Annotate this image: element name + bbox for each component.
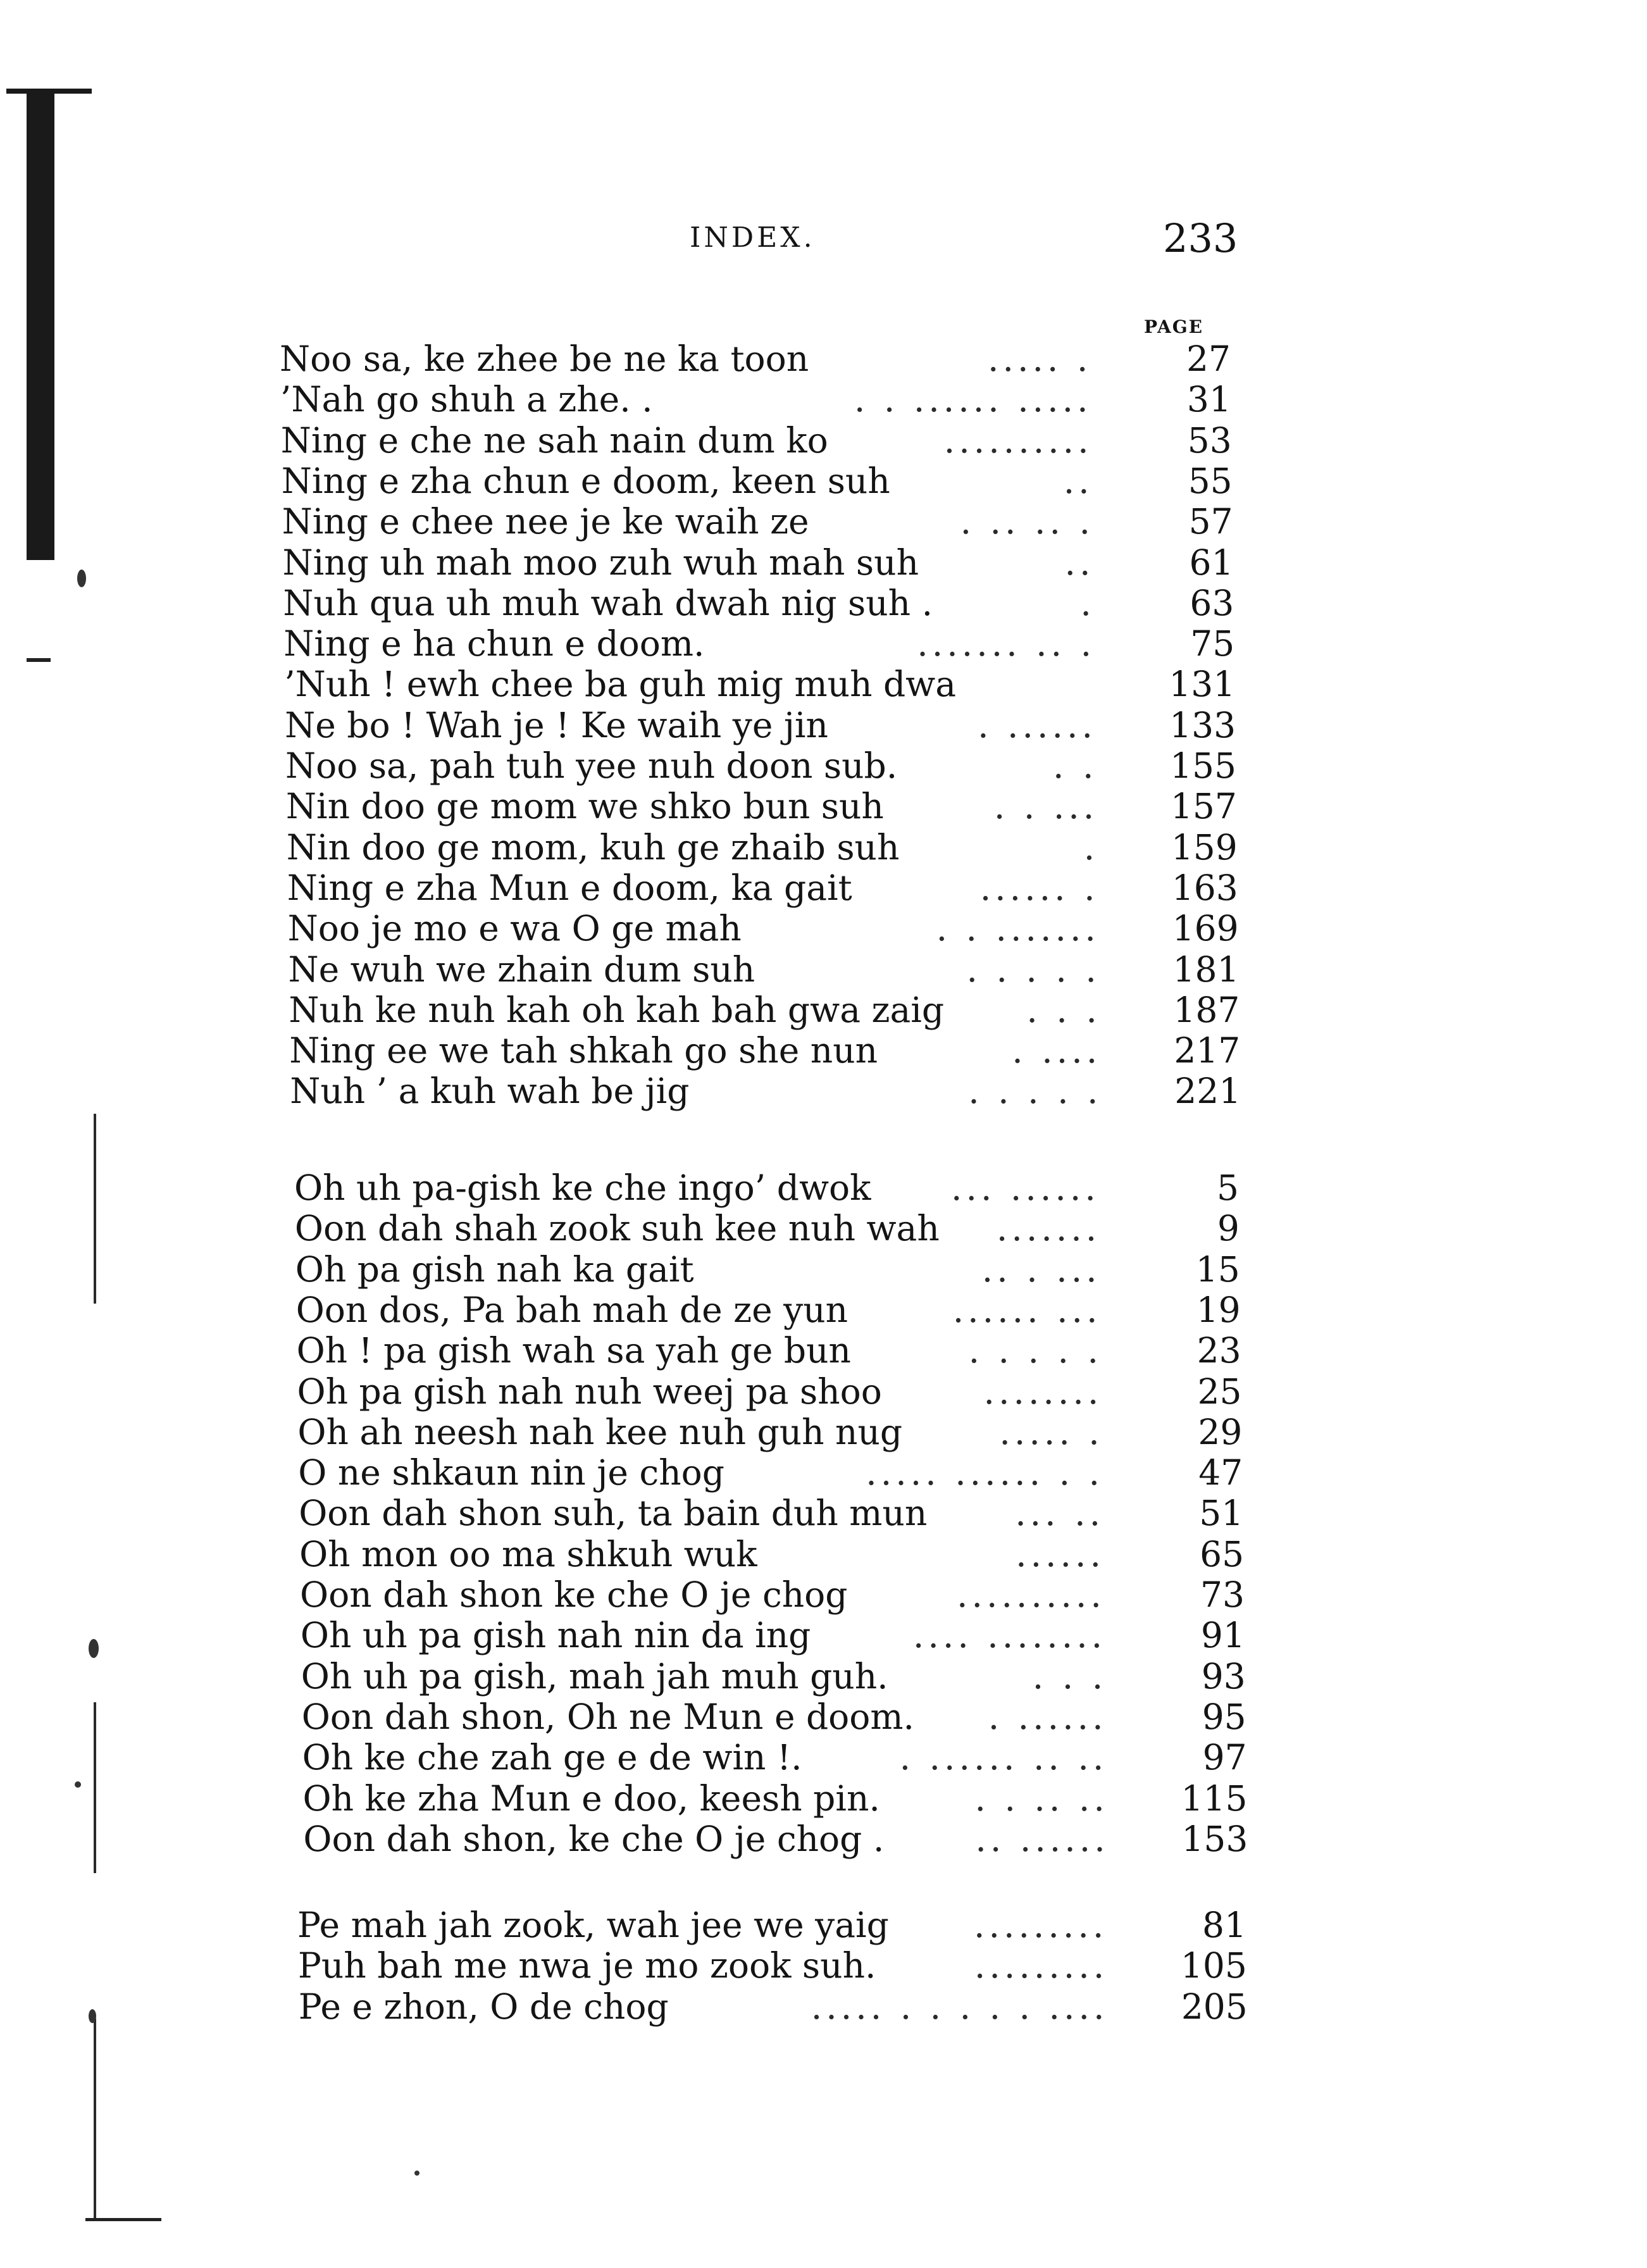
entry-title: Noo je mo e wa O ge mah bbox=[287, 908, 742, 949]
entry-page-number: 27 bbox=[1186, 339, 1231, 379]
dot-leader: ....... .. . bbox=[917, 623, 1096, 664]
index-entry bbox=[284, 664, 1235, 704]
scan-smudge bbox=[414, 2171, 420, 2176]
index-entry bbox=[302, 1697, 1246, 1737]
entry-title: Oh ! pa gish wah sa yah ge bun bbox=[296, 1330, 851, 1371]
dot-leader: . . . . . bbox=[968, 1330, 1102, 1371]
binding-edge-tick bbox=[27, 658, 51, 662]
entry-title: Puh bah me nwa je mo zook suh. bbox=[297, 1945, 876, 1986]
index-entry bbox=[287, 827, 1238, 868]
dot-leader: . ...... bbox=[978, 704, 1097, 745]
dot-leader: . . . bbox=[1032, 1655, 1107, 1697]
entry-title: Oh uh pa-gish ke che ingo’ dwok bbox=[294, 1168, 871, 1208]
index-entry bbox=[299, 1534, 1244, 1574]
entry-title: Oh uh pa gish, mah jah muh guh. bbox=[301, 1655, 888, 1697]
entry-title: Oh mon oo ma shkuh wuk bbox=[299, 1533, 757, 1574]
dot-leader: ......... bbox=[974, 1945, 1109, 1986]
dot-leader: . . . . . bbox=[968, 1071, 1102, 1112]
entry-page-number: 205 bbox=[1181, 1986, 1248, 2027]
dot-leader: ... ...... bbox=[951, 1168, 1100, 1208]
entry-title: Oon dah shon, ke che O je chog . bbox=[303, 1818, 885, 1859]
index-entry bbox=[290, 1071, 1241, 1111]
entry-page-number: 187 bbox=[1173, 989, 1240, 1030]
entry-title: Oh ke zha Mun e doo, keesh pin. bbox=[302, 1778, 880, 1819]
dot-leader: . . ...... ..... bbox=[854, 379, 1092, 420]
entry-page-number: 159 bbox=[1171, 826, 1238, 868]
dot-leader: ... .. bbox=[1015, 1493, 1105, 1534]
entry-title: Ning e zha chun e doom, keen suh bbox=[281, 460, 890, 501]
index-entry bbox=[295, 1249, 1240, 1290]
entry-title: Pe mah jah zook, wah jee we yaig bbox=[297, 1905, 889, 1945]
dot-leader: ..... . . . . . .... bbox=[811, 1986, 1109, 2027]
entry-title: Oh uh pa gish nah nin da ing bbox=[300, 1615, 811, 1656]
dot-leader: ..... . bbox=[988, 339, 1092, 379]
entry-title: Oh ke che zah ge e de win !. bbox=[302, 1737, 802, 1778]
entry-page-number: 47 bbox=[1198, 1452, 1243, 1493]
entry-title: Ning e chee nee je ke waih ze bbox=[282, 501, 809, 542]
entry-page-number: 57 bbox=[1188, 501, 1233, 542]
index-entry bbox=[280, 339, 1231, 379]
index-entry bbox=[301, 1615, 1245, 1655]
dot-leader: . . ... bbox=[993, 786, 1098, 827]
dot-leader: .. . ... bbox=[981, 1249, 1101, 1290]
entry-page-number: 55 bbox=[1188, 460, 1233, 501]
entry-title: Nuh ’ a kuh wah be jig bbox=[290, 1071, 690, 1112]
entry-title: Nuh ke nuh kah oh kah bah gwa zaig bbox=[289, 989, 945, 1030]
entry-title: Ning e zha Mun e doom, ka gait bbox=[287, 867, 852, 908]
entry-page-number: 169 bbox=[1172, 908, 1239, 949]
entry-page-number: 23 bbox=[1196, 1330, 1241, 1371]
entry-page-number: 29 bbox=[1198, 1411, 1243, 1452]
entry-page-number: 93 bbox=[1201, 1655, 1246, 1697]
index-entry bbox=[289, 1030, 1240, 1071]
scan-smudge bbox=[89, 1639, 99, 1658]
entry-title: O ne shkaun nin je chog bbox=[298, 1452, 724, 1493]
entry-page-number: 15 bbox=[1195, 1249, 1240, 1290]
dot-leader: . .. .. . bbox=[960, 501, 1094, 542]
index-entry bbox=[295, 1208, 1240, 1249]
entry-page-number: 163 bbox=[1171, 867, 1238, 908]
entry-page-number: 25 bbox=[1197, 1371, 1242, 1412]
entry-title: Ne bo ! Wah je ! Ke waih ye jin bbox=[285, 704, 828, 745]
index-entry bbox=[286, 786, 1237, 826]
dot-leader: .. bbox=[1063, 460, 1093, 501]
entry-title: Oh pa gish nah ka gait bbox=[295, 1249, 694, 1290]
index-entry bbox=[303, 1819, 1248, 1859]
binding-edge-line bbox=[94, 1702, 96, 1873]
entry-title: Oon dos, Pa bah mah de ze yun bbox=[295, 1289, 848, 1330]
dot-leader: . . .. .. bbox=[974, 1778, 1109, 1819]
entry-title: Oh ah neesh nah kee nuh guh nug bbox=[297, 1411, 903, 1452]
entry-title: Ning ee we tah shkah go she nun bbox=[289, 1030, 878, 1071]
dot-leader: . . . bbox=[1026, 989, 1101, 1030]
entry-title: Oon dah shon, Oh ne Mun e doom. bbox=[301, 1696, 915, 1737]
entry-title: Noo sa, ke zhee be ne ka toon bbox=[280, 339, 809, 379]
index-entry bbox=[287, 868, 1238, 908]
entry-page-number: 19 bbox=[1196, 1289, 1241, 1330]
entry-title: Nin doo ge mom we shko bun suh bbox=[285, 786, 884, 827]
binding-edge-bar bbox=[27, 89, 54, 560]
index-entry bbox=[289, 949, 1240, 990]
page-header bbox=[0, 215, 1647, 266]
entry-page-number: 51 bbox=[1199, 1493, 1244, 1534]
page-column-label: PAGE bbox=[1144, 316, 1203, 337]
scan-smudge bbox=[77, 570, 86, 587]
dot-leader: ...... bbox=[1016, 1533, 1105, 1574]
entry-title: Nin doo ge mom, kuh ge zhaib suh bbox=[286, 826, 900, 868]
index-entry bbox=[299, 1493, 1243, 1533]
entry-title: Pe e zhon, O de chog bbox=[298, 1986, 669, 2027]
dot-leader: . ...... .. .. bbox=[899, 1737, 1108, 1778]
entry-page-number: 91 bbox=[1200, 1615, 1245, 1656]
entry-page-number: 75 bbox=[1190, 623, 1235, 664]
entry-page-number: 115 bbox=[1181, 1778, 1248, 1819]
entry-page-number: 181 bbox=[1172, 949, 1240, 990]
index-entry bbox=[297, 1330, 1241, 1371]
dot-leader: .. ...... bbox=[975, 1818, 1109, 1859]
entry-title: Oon dah shon suh, ta bain duh mun bbox=[299, 1493, 928, 1534]
index-entry bbox=[285, 745, 1236, 786]
index-entry bbox=[300, 1574, 1245, 1615]
entry-page-number: 73 bbox=[1200, 1574, 1245, 1615]
index-entry bbox=[280, 379, 1231, 420]
entry-title: Ning uh mah moo zuh wuh mah suh bbox=[282, 542, 919, 583]
entry-title: ’Nuh ! ewh chee ba guh mig muh dwa bbox=[284, 664, 957, 705]
page-number: 233 bbox=[1163, 215, 1238, 261]
binding-edge-line bbox=[94, 2019, 96, 2221]
entry-page-number: 217 bbox=[1174, 1030, 1241, 1071]
index-entry bbox=[283, 623, 1234, 664]
entry-title: Noo sa, pah tuh yee nuh doon sub. bbox=[285, 745, 898, 786]
index-entry bbox=[288, 908, 1239, 949]
entry-page-number: 9 bbox=[1217, 1208, 1240, 1249]
entry-page-number: 221 bbox=[1174, 1071, 1241, 1112]
binding-edge-line bbox=[94, 1114, 96, 1304]
scan-smudge bbox=[89, 2009, 96, 2023]
dot-leader: ...... . bbox=[979, 867, 1099, 908]
binding-edge-foot bbox=[85, 2218, 161, 2221]
entry-title: Ning e ha chun e doom. bbox=[283, 623, 705, 664]
dot-leader: . ...... bbox=[988, 1696, 1107, 1737]
index-entry bbox=[302, 1737, 1247, 1778]
index-entry bbox=[297, 1905, 1246, 1945]
dot-leader: . bbox=[1080, 582, 1095, 623]
entry-title: Nuh qua uh muh wah dwah nig suh . bbox=[283, 582, 933, 623]
entry-page-number: 61 bbox=[1189, 542, 1234, 583]
entry-page-number: 63 bbox=[1190, 582, 1234, 623]
entry-page-number: 157 bbox=[1170, 786, 1237, 827]
index-entry bbox=[283, 542, 1234, 583]
entry-page-number: 65 bbox=[1200, 1533, 1245, 1574]
dot-leader: . . . . . bbox=[966, 949, 1100, 990]
dot-leader: ........ bbox=[983, 1371, 1103, 1412]
entry-page-number: 105 bbox=[1180, 1945, 1247, 1986]
index-entry bbox=[296, 1290, 1241, 1330]
dot-leader: ...... ... bbox=[952, 1289, 1102, 1330]
entry-page-number: 155 bbox=[1170, 745, 1236, 786]
entry-page-number: 95 bbox=[1202, 1696, 1246, 1737]
entry-page-number: 133 bbox=[1169, 704, 1236, 745]
index-entry bbox=[297, 1371, 1242, 1412]
index-entry bbox=[289, 990, 1240, 1030]
dot-leader: . . ....... bbox=[936, 908, 1100, 949]
index-entry bbox=[283, 583, 1234, 623]
dot-leader: ..... ...... . . bbox=[866, 1452, 1104, 1493]
entry-title: Ning e che ne sah nain dum ko bbox=[280, 420, 828, 461]
dot-leader: . .... bbox=[1012, 1030, 1102, 1071]
entry-page-number: 5 bbox=[1217, 1168, 1239, 1208]
entry-page-number: 153 bbox=[1181, 1818, 1248, 1859]
dot-leader: ......... bbox=[974, 1905, 1108, 1945]
dot-leader: .... ........ bbox=[912, 1615, 1107, 1656]
index-entry bbox=[294, 1168, 1239, 1208]
entry-page-number: 97 bbox=[1202, 1737, 1247, 1778]
entry-title: Oon dah shon ke che O je chog bbox=[300, 1574, 848, 1615]
index-entry bbox=[299, 1986, 1248, 2027]
index-entry bbox=[303, 1778, 1248, 1819]
dot-leader: . . bbox=[1053, 745, 1098, 786]
entry-title: Ne wuh we zhain dum suh bbox=[288, 949, 755, 990]
dot-leader: .. bbox=[1064, 542, 1095, 583]
dot-leader: ..... . bbox=[999, 1411, 1103, 1452]
dot-leader: .......... bbox=[943, 420, 1093, 461]
entry-page-number: 131 bbox=[1169, 664, 1236, 705]
index-entry bbox=[281, 420, 1232, 461]
index-entry bbox=[282, 501, 1233, 542]
index-entry bbox=[297, 1412, 1242, 1452]
entry-title: ’Nah go shuh a zhe. . bbox=[280, 379, 653, 420]
entry-page-number: 53 bbox=[1187, 420, 1232, 461]
scan-smudge bbox=[75, 1781, 81, 1788]
entry-title: Oh pa gish nah nuh weej pa shoo bbox=[297, 1371, 882, 1412]
index-entry bbox=[298, 1945, 1247, 1986]
dot-leader: ....... bbox=[996, 1208, 1101, 1249]
index-entry bbox=[301, 1656, 1246, 1697]
dot-leader: . bbox=[1083, 826, 1099, 868]
index-entry bbox=[282, 461, 1233, 501]
entry-title: Oon dah shah zook suh kee nuh wah bbox=[294, 1208, 940, 1249]
index-entry bbox=[285, 705, 1236, 745]
running-head: INDEX. bbox=[690, 221, 816, 254]
index-entry bbox=[298, 1452, 1243, 1493]
entry-page-number: 81 bbox=[1202, 1905, 1246, 1945]
entry-page-number: 31 bbox=[1186, 379, 1231, 420]
dot-leader: .......... bbox=[957, 1574, 1105, 1615]
